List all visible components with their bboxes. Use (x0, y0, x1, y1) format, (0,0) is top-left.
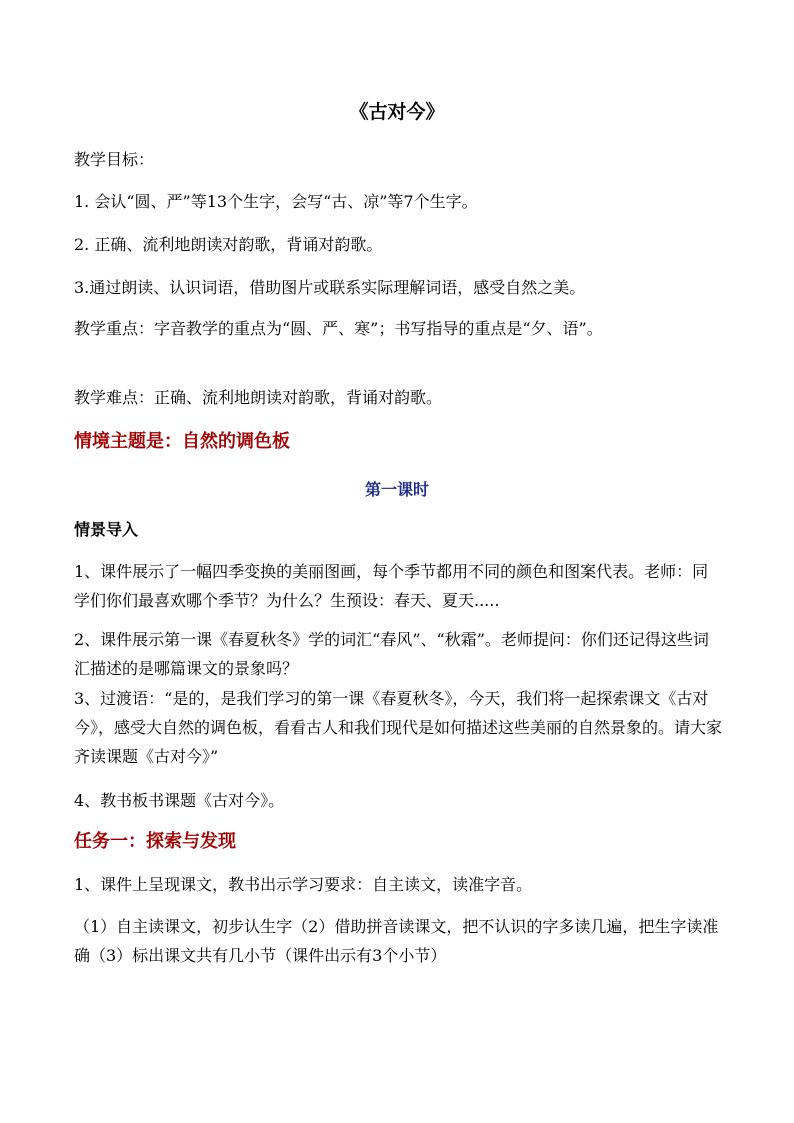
objective-item-3: 3.通过朗读、认识词语，借助图片或联系实际理解词语，感受自然之美。 (74, 278, 586, 297)
objective-item-2: 2. 正确、流利地朗读对韵歌，背诵对韵歌。 (74, 235, 383, 254)
difficulties-paragraph: 教学难点：正确、流利地朗读对韵歌，背诵对韵歌。 (74, 388, 443, 407)
objective-item-1: 1. 会认“圆、严”等13个生字，会写“古、凉”等7个生字。 (74, 192, 478, 211)
lesson-heading: 第一课时 (364, 480, 429, 499)
task1-item-1: 1、课件上呈现课文，教书出示学习要求：自主读文，读准字音。 (74, 875, 533, 894)
objectives-heading: 教学目标： (74, 150, 155, 169)
intro-heading: 情景导入 (74, 520, 139, 539)
intro-item-4: 4、教书板书课题《古对今》。 (74, 791, 285, 810)
document-title: 《古对今》 (349, 101, 445, 123)
intro-item-1: 1、课件展示了一幅四季变换的美丽图画，每个季节都用不同的颜色和图案代表。老师：同学们你们最喜欢哪个季节？为什么？生预设：春天、夏天..... (74, 562, 709, 610)
task1-item-2: （1）自主读课文，初步认生字（2）借助拼音读课文，把不认识的字多读几遍，把生字读准确（3）标出课文共有几小节（课件出示有3个小节） (74, 917, 719, 965)
theme-heading: 情境主题是：自然的调色板 (74, 431, 290, 452)
task1-heading: 任务一：探索与发现 (74, 831, 236, 852)
intro-item-2: 2、课件展示第一课《春夏秋冬》学的词汇“春风”、“秋霜”。老师提问：你们还记得这些词汇描述的是哪篇课文的景象吗？ (74, 630, 709, 678)
intro-item-3: 3、过渡语：“是的，是我们学习的第一课《春夏秋冬》，今天，我们将一起探索课文《古对今》，感受大自然的调色板，看看古人和我们现代是如何描述这些美丽的自然景象的。请大家齐读课题《古对今》” (74, 689, 723, 766)
key-points-paragraph: 教学重点：字音教学的重点为“圆、严、寒”；书写指导的重点是“夕、语”。 (74, 319, 603, 338)
